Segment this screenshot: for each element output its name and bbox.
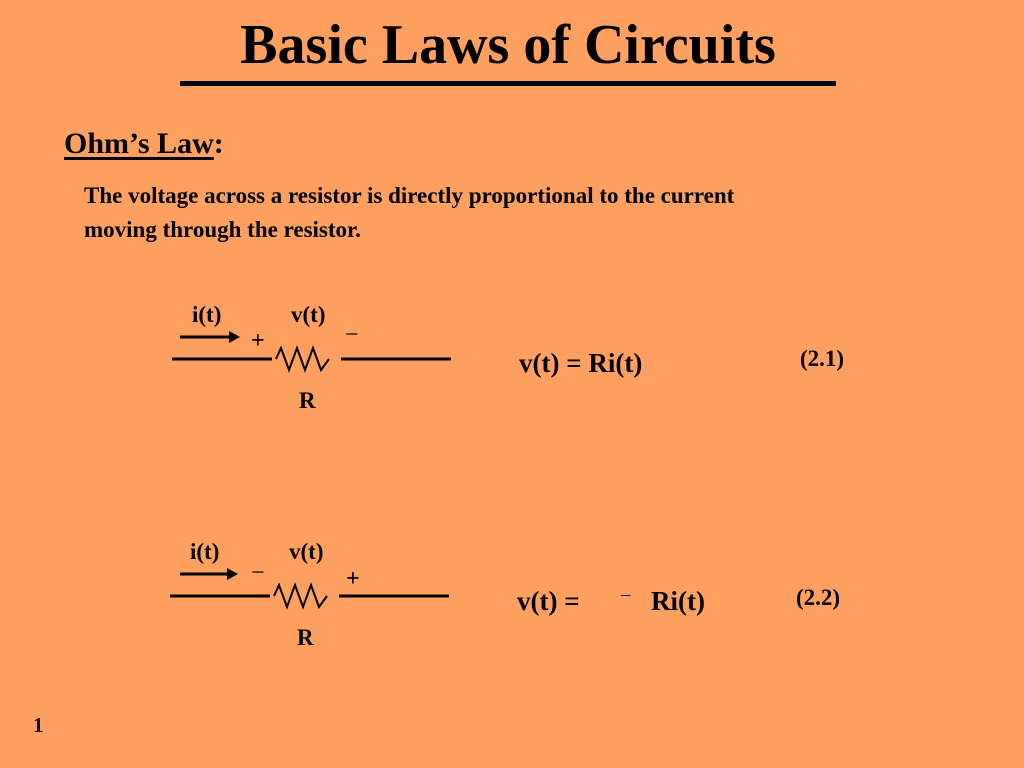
circuit-1-drawing bbox=[172, 331, 451, 370]
circuit-2-resistor-label: R bbox=[297, 625, 314, 650]
circuit-1-current-arrowhead bbox=[229, 331, 240, 343]
circuit-1-resistor-icon bbox=[276, 348, 329, 370]
circuit-2-plus-sign: + bbox=[346, 566, 360, 592]
equation-2-2-rhs: Ri(t) bbox=[651, 586, 705, 616]
section-heading-text: Ohm’s Law bbox=[64, 127, 214, 160]
circuit-2-drawing bbox=[170, 568, 449, 607]
equation-2-2-minus-sign: − bbox=[620, 585, 632, 607]
circuit-1-minus-sign: − bbox=[345, 322, 359, 348]
circuit-1-resistor-label: R bbox=[299, 388, 316, 413]
equation-number-2-2: (2.2) bbox=[796, 585, 841, 610]
circuit-2-minus-sign: − bbox=[251, 560, 265, 586]
page-number: 1 bbox=[33, 713, 44, 737]
description-line-1: The voltage across a resistor is directly proportional to the current bbox=[84, 183, 735, 208]
circuit-2-current-arrowhead bbox=[227, 568, 238, 580]
section-heading-colon: : bbox=[213, 127, 224, 160]
circuit-2-resistor-icon bbox=[274, 585, 327, 607]
equation-2-1: v(t) = Ri(t) bbox=[519, 348, 643, 378]
equation-2-2-lhs: v(t) = bbox=[517, 586, 580, 616]
circuit-1-plus-sign: + bbox=[251, 328, 265, 354]
slide-title: Basic Laws of Circuits bbox=[240, 14, 776, 76]
circuit-1-current-label: i(t) bbox=[192, 302, 222, 327]
circuit-2-current-label: i(t) bbox=[190, 539, 220, 564]
circuit-1-voltage-label: v(t) bbox=[291, 302, 326, 327]
circuit-2-voltage-label: v(t) bbox=[289, 539, 324, 564]
description-line-2: moving through the resistor. bbox=[84, 217, 361, 242]
equation-number-2-1: (2.1) bbox=[800, 346, 845, 371]
